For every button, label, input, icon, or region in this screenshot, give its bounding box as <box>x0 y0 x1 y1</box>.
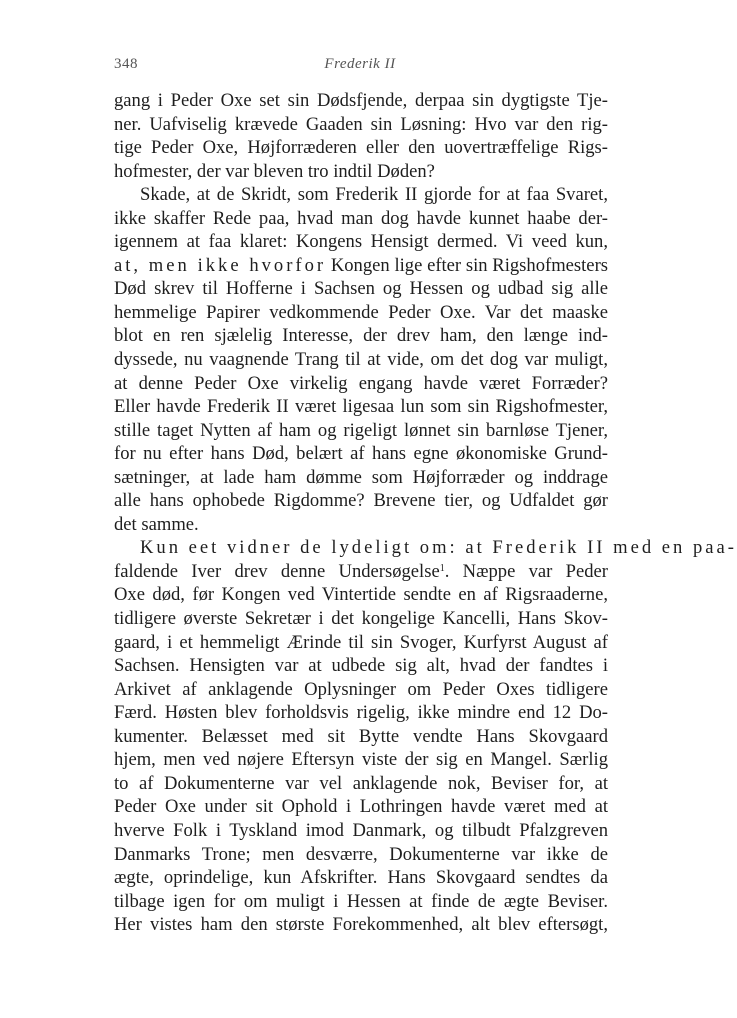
text-line: ægte, oprindelige, kun Afskrifter. Hans Skovgaard sendtes da <box>114 867 608 889</box>
text-line: Sachsen. Hensigten var at udbede sig alt, hvad der fandtes i <box>114 655 608 677</box>
text-line: to af Dokumenterne var vel anklagende nok, Beviser for, at <box>114 772 608 794</box>
text-line: tilbage igen for om muligt i Hessen at finde de ægte Beviser. <box>114 890 608 912</box>
text-line: det samme. <box>114 513 199 535</box>
text-line: Her vistes ham den største Forekommenhed, alt blev eftersøgt, <box>114 914 608 936</box>
text-line: sætninger, at lade ham dømme som Højforræder og inddrage <box>114 466 608 488</box>
text-line: tige Peder Oxe, Højforræderen eller den uovertræffelige Rigs- <box>114 137 608 159</box>
text-segment: faldende Iver drev denne Undersøgelse <box>114 560 440 582</box>
text-line: at denne Peder Oxe virkelig engang havde været Forræder? <box>114 372 608 394</box>
text-line: Danmarks Trone; men desværre, Dokumenterne var ikke de <box>114 843 608 865</box>
text-line: tidligere øverste Sekretær i det kongelige Kancelli, Hans Skov- <box>114 608 608 630</box>
text-line <box>114 560 608 584</box>
text-segment: . Næppe var Peder <box>444 560 608 582</box>
footnote-marker: 1 <box>439 562 445 574</box>
text-line: for nu efter hans Død, belært af hans egne økonomiske Grund- <box>114 443 608 465</box>
text-line: stille taget Nytten af ham og rigeligt lønnet sin barnløse Tjener, <box>114 419 608 441</box>
text-line: gang i Peder Oxe set sin Dødsfjende, derpaa sin dygtigste Tje- <box>114 90 608 111</box>
text-line: dyssede, nu vaagnende Trang til at vide, om det dog var muligt, <box>114 349 608 371</box>
page-number: 348 <box>114 56 138 72</box>
page-header <box>114 56 606 78</box>
text-line: alle hans ophobede Rigdomme? Brevene tier, og Udfaldet gør <box>114 490 608 512</box>
text-line: Arkivet af anklagende Oplysninger om Peder Oxes tidligere <box>114 678 608 700</box>
text-line: Død skrev til Hofferne i Sachsen og Hessen og udbad sig alle <box>114 278 608 300</box>
text-line: kumenter. Belæsset med sit Bytte vendte Hans Skovgaard <box>114 725 608 747</box>
text-line: Peder Oxe under sit Ophold i Lothringen havde været med at <box>114 796 608 818</box>
text-segment: Kongen lige efter sin Rigshofmesters <box>326 254 608 276</box>
text-line: blot en ren sjælelig Interesse, der drev ham, den længe ind- <box>114 325 608 347</box>
text-line: Skade, at de Skridt, som Frederik II gjorde for at faa Svaret, <box>140 184 608 206</box>
text-line <box>114 254 608 278</box>
text-line: hemmelige Papirer vedkommende Peder Oxe. Var det maaske <box>114 301 608 323</box>
text-line: Færd. Høsten blev forholdsvis rigelig, ikke mindre end 12 Do- <box>114 702 608 724</box>
emphasized-word: hvorfor <box>249 254 327 276</box>
text-line: Eller havde Frederik II været ligesaa lun som sin Rigshofmester, <box>114 396 608 418</box>
text-line: hjem, men ved nøjere Eftersyn viste der sig en Mangel. Særlig <box>114 749 608 771</box>
text-line: hverve Folk i Tyskland imod Danmark, og tilbudt Pfalzgreven <box>114 819 608 841</box>
text-line <box>114 536 737 560</box>
text-line: Oxe død, før Kongen ved Vintertide sendte en af Rigsraaderne, <box>114 584 608 606</box>
spaced-text: at, men ikke <box>114 254 250 276</box>
running-title: Frederik II <box>324 56 396 72</box>
text-line: ikke skaffer Rede paa, hvad man dog havde kunnet haabe der- <box>114 207 608 229</box>
text-line: gaard, i et hemmeligt Ærinde til sin Svoger, Kurfyrst August af <box>114 631 608 653</box>
text-line: hofmester, der var bleven tro indtil Døden? <box>114 160 435 182</box>
spaced-text: Kun eet vidner de lydeligt om: at Frederik II med en paa- <box>140 537 737 559</box>
text-line: igennem at faa klaret: Kongens Hensigt dermed. Vi veed kun, <box>114 231 608 253</box>
body-text <box>114 89 737 937</box>
text-line: ner. Uafviselig krævede Gaaden sin Løsning: Hvo var den rig- <box>114 113 608 135</box>
